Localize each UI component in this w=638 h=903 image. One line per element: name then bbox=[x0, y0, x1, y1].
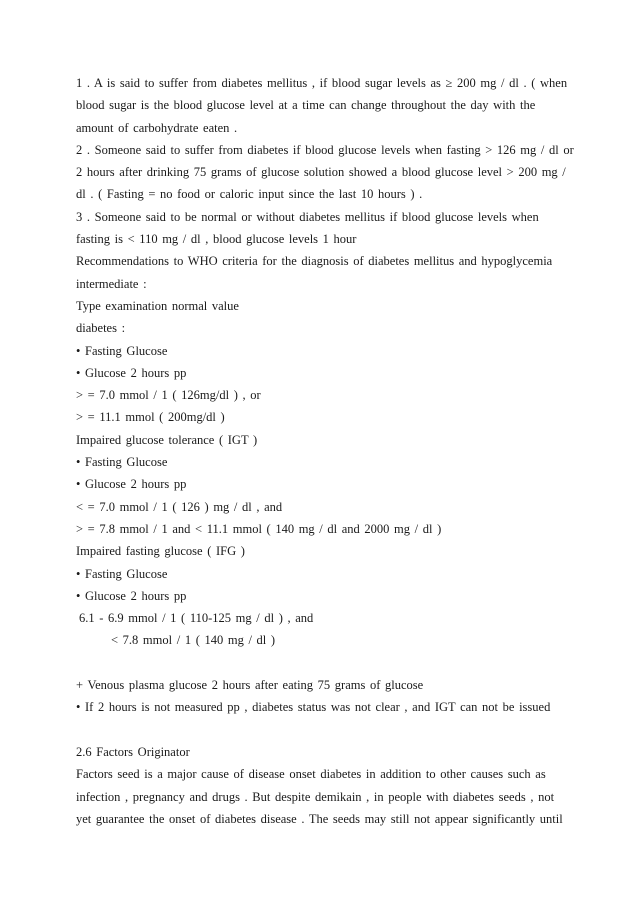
section-label: diabetes : bbox=[76, 321, 126, 336]
bullet-item: • Fasting Glucose bbox=[76, 455, 168, 470]
blank-line bbox=[76, 652, 576, 674]
value-line: 6.1 - 6.9 mmol / 1 ( 110-125 mg / dl ) , and bbox=[79, 611, 314, 626]
value-line: > = 7.0 mmol / 1 ( 126mg/dl ) , or bbox=[76, 388, 261, 403]
bullet-item: • Glucose 2 hours pp bbox=[76, 477, 187, 492]
paragraph-line: infection , pregnancy and drugs . But despite demikain , in people with diabetes seeds , not bbox=[76, 789, 555, 804]
paragraph-line: 3 . Someone said to be normal or without diabetes mellitus if blood glucose levels when bbox=[76, 209, 539, 224]
value-line: < 7.8 mmol / 1 ( 140 mg / dl ) bbox=[111, 633, 276, 648]
value-line: > = 7.8 mmol / 1 and < 11.1 mmol ( 140 mg / dl and 2000 mg / dl ) bbox=[76, 521, 442, 536]
paragraph-line: fasting is < 110 mg / dl , blood glucose levels 1 hour bbox=[76, 232, 357, 247]
bullet-item: • If 2 hours is not measured pp , diabetes status was not clear , and IGT can not be issued bbox=[76, 700, 551, 715]
paragraph-line: Recommendations to WHO criteria for the diagnosis of diabetes mellitus and hypoglycemia bbox=[76, 254, 553, 269]
bullet-item: • Fasting Glucose bbox=[76, 566, 168, 581]
section-label: Impaired fasting glucose ( IFG ) bbox=[76, 544, 245, 559]
table-header-line: Type examination normal value bbox=[76, 298, 239, 313]
paragraph-line: dl . ( Fasting = no food or caloric input since the last 10 hours ) . bbox=[76, 187, 423, 202]
document-body bbox=[76, 72, 576, 830]
paragraph-line: 1 . A is said to suffer from diabetes mellitus , if blood sugar levels as ≥ 200 mg / dl . ( when bbox=[76, 76, 568, 90]
bullet-item: • Glucose 2 hours pp bbox=[76, 588, 187, 603]
paragraph-line: 2 . Someone said to suffer from diabetes if blood glucose levels when fasting > 126 mg / dl or bbox=[76, 142, 574, 157]
paragraph-line: blood sugar is the blood glucose level at a time can change throughout the day with the bbox=[76, 98, 536, 113]
section-heading: 2.6 Factors Originator bbox=[76, 744, 190, 759]
paragraph-line: Factors seed is a major cause of disease onset diabetes in addition to other causes such as bbox=[76, 767, 546, 782]
bullet-item: • Fasting Glucose bbox=[76, 343, 168, 358]
section-label: Impaired glucose tolerance ( IGT ) bbox=[76, 432, 258, 447]
value-line: < = 7.0 mmol / 1 ( 126 ) mg / dl , and bbox=[76, 499, 283, 514]
blank-line bbox=[76, 719, 576, 741]
footnote-line: + Venous plasma glucose 2 hours after eating 75 grams of glucose bbox=[76, 678, 424, 693]
paragraph-line: 2 hours after drinking 75 grams of glucose solution showed a blood glucose level > 200 mg / bbox=[76, 165, 566, 180]
paragraph-line: intermediate : bbox=[76, 276, 147, 291]
bullet-item: • Glucose 2 hours pp bbox=[76, 365, 187, 380]
paragraph-line: amount of carbohydrate eaten . bbox=[76, 120, 238, 135]
value-line: > = 11.1 mmol ( 200mg/dl ) bbox=[76, 410, 225, 425]
paragraph-line: yet guarantee the onset of diabetes disease . The seeds may still not appear significantly until bbox=[76, 811, 563, 826]
